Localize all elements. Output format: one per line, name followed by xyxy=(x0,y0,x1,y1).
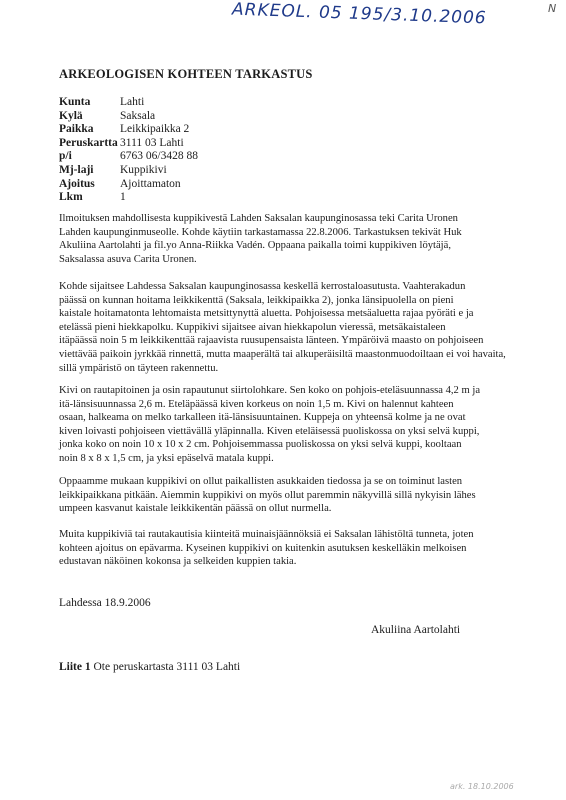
info-value: Ajoittamaton xyxy=(120,177,181,190)
text-line: noin 8 x 8 x 1,5 cm, ja yksi epäselvä matala kuppi. xyxy=(59,452,274,464)
text-line: etelässä pieni hiekkapolku. Kuppikivi sijaitsee aivan hiekkapolun vieressä, metsäkaistaleen xyxy=(59,321,446,333)
text-line: kaistale hoitamatonta lehtomaista metsittynyttä aluetta. Pohjoisessa metsäaluetta rajaa pyöräti e ja xyxy=(59,308,474,320)
text-line: Kohde sijaitsee Lahdessa Saksalan kaupunginosassa keskellä kerrostaloasutusta. Vaahterakadun xyxy=(59,281,466,292)
appendix-label: Liite 1 xyxy=(59,661,91,673)
text-line: Muita kuppikiviä tai rautakautisia kiinteitä muinaisjäännöksiä ei Saksalan lähistöltä tunneta, joten xyxy=(59,529,474,540)
text-line: päässä on kunnan hoitama leikkikenttä (Saksala, leikkipaikka 2), jonka länsipuolella on pieni xyxy=(59,294,454,306)
info-label: Peruskartta xyxy=(59,136,118,149)
text-line: Lahden kaupunginmuseolle. Kohde käytiin tarkastamassa 22.8.2006. Tarkastuksen tekivät Huk xyxy=(59,226,462,238)
info-label: Kylä xyxy=(59,109,83,122)
text-line: Oppaamme mukaan kuppikivi on ollut paikallisten asukkaiden tiedossa ja se on toiminut lasten xyxy=(59,476,463,487)
info-row-kyla xyxy=(59,110,198,124)
info-label: Paikka xyxy=(59,123,94,136)
appendix-text: Ote peruskartasta 3111 03 Lahti xyxy=(93,661,241,673)
info-value: Kuppikivi xyxy=(120,163,167,176)
info-value: 6763 06/3428 88 xyxy=(120,150,198,163)
text-line: jonka koko on noin 10 x 10 x 2 cm. Pohjoisemmassa puoliskossa on yksi selvä kuppi, kooltaan xyxy=(59,439,462,451)
text-line: umpeen kasvanut kaistale leikkikentän päässä on ollut nurmella. xyxy=(59,503,332,515)
info-row-kunta xyxy=(59,96,198,110)
info-value: 3111 03 Lahti xyxy=(120,136,184,149)
paragraph-location xyxy=(59,280,531,375)
info-label: p/i xyxy=(59,150,72,163)
text-line: kiven loivasti pohjoiseen viettävällä yläpinnalla. Kiven eteläisessä puoliskossa on yksi selvä kuppi, xyxy=(59,425,480,437)
text-line: Saksalassa asuva Carita Uronen. xyxy=(59,253,197,265)
text-line: Akuliina Aartolahti ja fil.yo Anna-Riikka Vadén. Oppaana paikalla toimi kuppikiven löytäjä, xyxy=(59,240,451,252)
info-label: Ajoitus xyxy=(59,177,95,190)
info-row-ajoitus xyxy=(59,178,198,192)
text-line: Kivi on rautapitoinen ja osin rapautunut siirtolohkare. Sen koko on pohjois-eteläsuunnassa 4,2 m ja xyxy=(59,385,481,396)
signer-name: Akuliina Aartolahti xyxy=(371,624,461,636)
document-title: ARKEOLOGISEN KOHTEEN TARKASTUS xyxy=(59,67,313,81)
paragraph-dating xyxy=(59,528,531,569)
appendix-line xyxy=(59,661,240,673)
text-line: itäpäässä noin 5 m leikkikenttää rajaavista ruusupensaista länteen. Ympäröivä maasto on pohjoiseen xyxy=(59,335,484,347)
info-value: Saksala xyxy=(120,109,156,122)
text-line: sillä ympäristö on täyteen rakennettu. xyxy=(59,362,219,374)
paragraph-local-knowledge xyxy=(59,475,531,516)
info-row-paikka xyxy=(59,123,198,137)
archive-stamp: ark. 18.10.2006 xyxy=(450,782,514,791)
info-value: 1 xyxy=(120,191,126,204)
text-line: viettävää paikoin jyrkkää rinnettä, mutta maaperältä tai alkuperäisiltä maastonmuodoiltaan ei voi havaita, xyxy=(59,348,506,360)
info-row-peruskartta xyxy=(59,137,198,151)
paragraph-stone-description xyxy=(59,384,531,466)
handwritten-corner-mark: N xyxy=(548,2,557,15)
handwritten-archive-note: ARKEOL. 05 195/3.10.2006 xyxy=(231,0,488,29)
paragraph-report-notice xyxy=(59,212,531,266)
place-date: Lahdessa 18.9.2006 xyxy=(59,597,151,609)
info-value: Lahti xyxy=(120,96,145,108)
info-value: Leikkipaikka 2 xyxy=(120,123,190,136)
text-line: Ilmoituksen mahdollisesta kuppikivestä Lahden Saksalan kaupunginosassa teki Carita Uronen xyxy=(59,213,458,224)
info-row-coordinates xyxy=(59,150,198,164)
text-line: edustavan näköinen kokonsa ja selkeiden kuppien takia. xyxy=(59,556,297,568)
text-line: leikkipaikkana pitkään. Aiemmin kuppikivi on myös ollut paremmin näkyvillä sillä nykyisin lähes xyxy=(59,489,476,501)
info-label: Lkm xyxy=(59,191,83,204)
text-line: itä-länsisuunnassa 2,6 m. Eteläpäässä kiven korkeus on noin 1,5 m. Kivi on halennut kahteen xyxy=(59,398,454,410)
info-row-lkm xyxy=(59,191,198,205)
site-info-table xyxy=(59,96,198,205)
text-line: osaan, halkeama on melko tarkalleen itä-länsisuuntainen. Kuppeja on yhteensä kolme ja ne ovat xyxy=(59,412,466,424)
info-row-mj-laji xyxy=(59,164,198,178)
info-label: Mj-laji xyxy=(59,163,94,176)
text-line: kohteen ajoitus on epävarma. Kyseinen kuppikivi on kuitenkin asutuksen keskelläkin melkoisen xyxy=(59,542,467,554)
info-label: Kunta xyxy=(59,96,91,108)
